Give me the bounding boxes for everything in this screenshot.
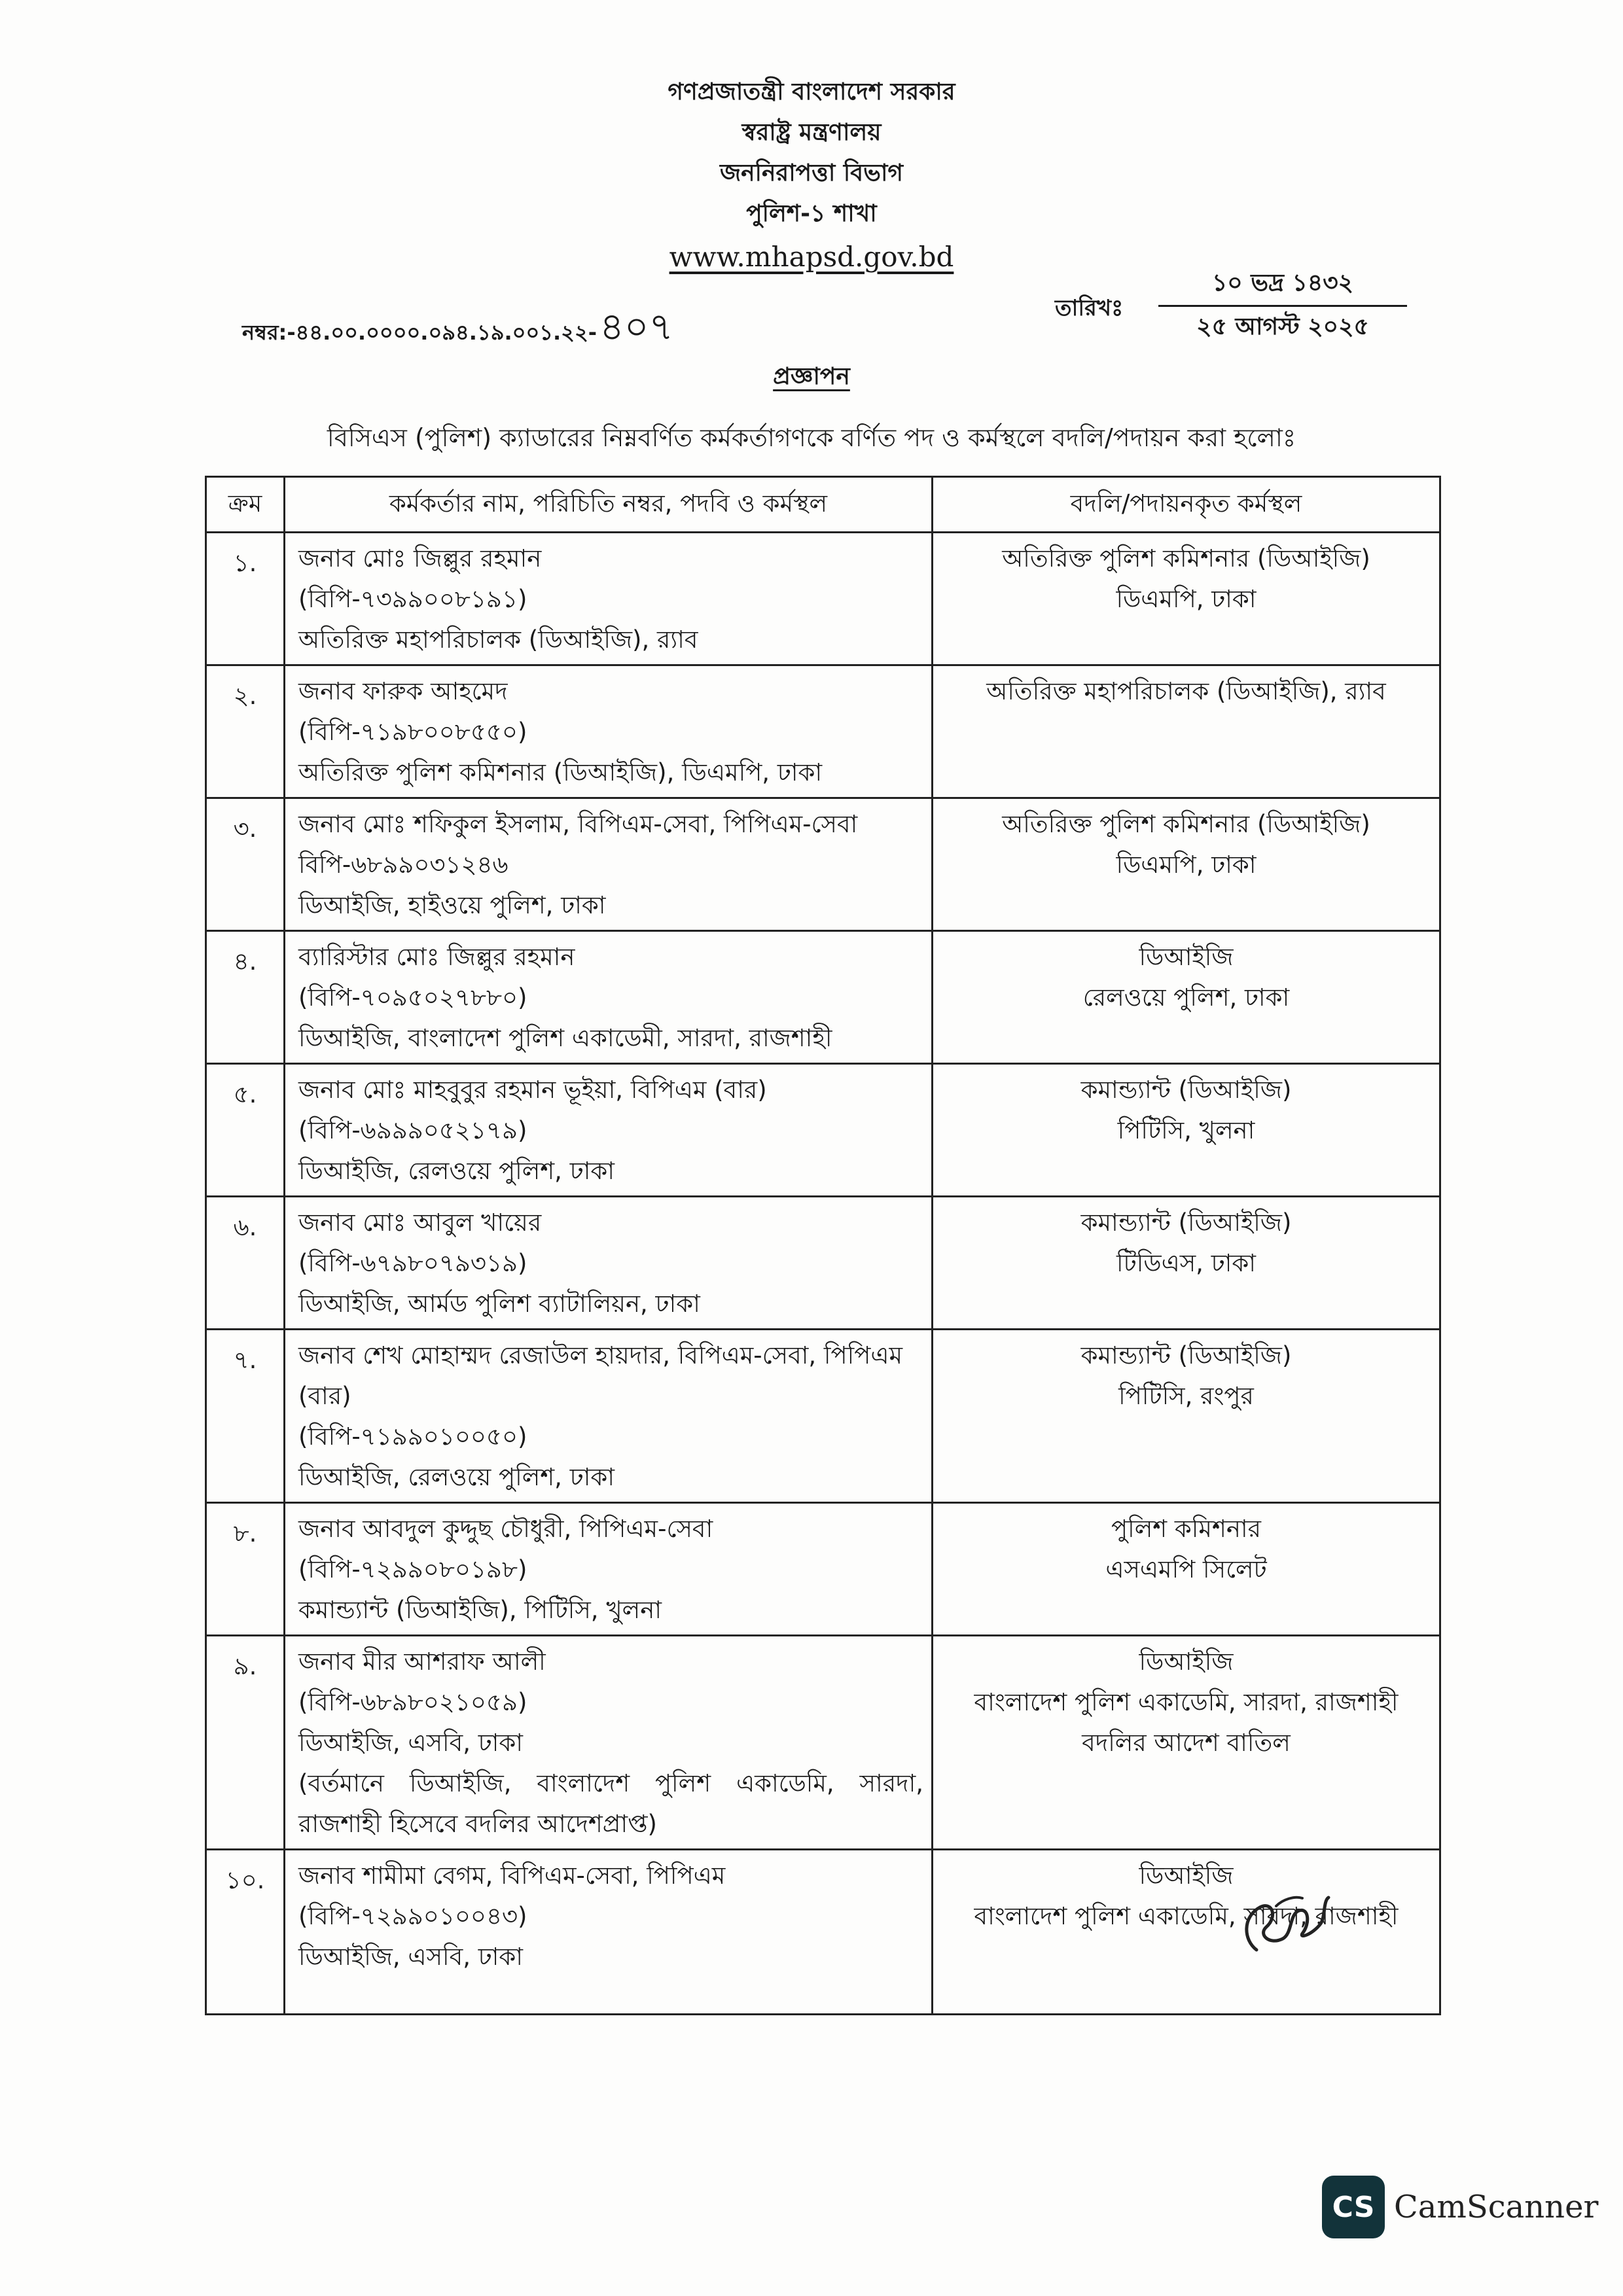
officer-current-post: অতিরিক্ত মহাপরিচালক (ডিআইজি), র‍্যাব <box>298 626 698 654</box>
posting-line: অতিরিক্ত পুলিশ কমিশনার (ডিআইজি) <box>1002 810 1370 838</box>
posting-cell <box>933 931 1440 1064</box>
officer-name: জনাব শেখ মোহাম্মদ রেজাউল হায়দার, বিপিএম-সেবা, পিপিএম (বার) <box>298 1341 903 1410</box>
table-row <box>206 1636 1440 1850</box>
serial-cell: ৯. <box>206 1636 285 1850</box>
transfer-table <box>205 476 1441 2015</box>
officer-cell <box>285 798 933 931</box>
officer-cell <box>285 931 933 1064</box>
memo-number-text: নম্বর:-৪৪.০০.০০০০.০৯৪.১৯.০০১.২২- <box>242 320 597 345</box>
posting-line: কমান্ড্যান্ট (ডিআইজি) <box>1080 1076 1292 1104</box>
posting-line: পিটিসি, রংপুর <box>1118 1382 1254 1410</box>
posting-line: ডিএমপি, ঢাকা <box>1116 851 1257 879</box>
branch-name: পুলিশ-১ শাখা <box>746 200 877 227</box>
officer-id: (বিপি-৭৩৯৯০০৮১৯১) <box>298 585 527 613</box>
officer-cell <box>285 1636 933 1850</box>
camscanner-watermark <box>1322 2176 1598 2238</box>
officer-name: জনাব মোঃ শফিকুল ইসলাম, বিপিএম-সেবা, পিপিএম-সেবা <box>298 810 858 838</box>
table-row <box>206 798 1440 931</box>
officer-cell <box>285 1330 933 1503</box>
officer-cell <box>285 1850 933 2015</box>
camscanner-brand: CamScanner <box>1394 2189 1599 2225</box>
table-row <box>206 931 1440 1064</box>
serial-cell: ৬. <box>206 1197 285 1330</box>
letterhead <box>0 72 1623 280</box>
posting-line: ডিআইজি <box>1139 1862 1234 1890</box>
camscanner-logo-icon: CS <box>1322 2176 1385 2238</box>
intro-text: বিসিএস (পুলিশ) ক্যাডারের নিম্নবর্ণিত কর্মকর্তাগণকে বর্ণিত পদ ও কর্মস্থলে বদলি/পদায়ন করা হলোঃ <box>327 423 1296 452</box>
government-name: গণপ্রজাতন্ত্রী বাংলাদেশ সরকার <box>668 79 955 105</box>
header-serial: ক্রম <box>206 477 285 533</box>
table-row <box>206 533 1440 665</box>
posting-line: রেলওয়ে পুলিশ, ঢাকা <box>1082 983 1290 1012</box>
ministry-name: স্বরাষ্ট্র মন্ত্রণালয় <box>741 119 882 146</box>
officer-id: (বিপি-৭১৯৯০১০০৫০) <box>298 1422 527 1451</box>
officer-cell <box>285 665 933 798</box>
posting-line: ডিআইজি <box>1139 1648 1234 1676</box>
officer-current-post: ডিআইজি, হাইওয়ে পুলিশ, ঢাকা <box>298 891 606 919</box>
posting-cell <box>933 1636 1440 1850</box>
table-row <box>206 1197 1440 1330</box>
posting-line: বাংলাদেশ পুলিশ একাডেমি, সারদা, রাজশাহী <box>974 1688 1399 1716</box>
posting-cell <box>933 1064 1440 1197</box>
officer-name: ব্যারিস্টার মোঃ জিল্লুর রহমান <box>298 943 575 971</box>
officer-id: (বিপি-৭১৯৮০০৮৫৫০) <box>298 718 527 746</box>
serial-cell: ৫. <box>206 1064 285 1197</box>
document-title-text: প্রজ্ঞাপন <box>773 363 850 390</box>
officer-name: জনাব মোঃ জিল্লুর রহমান <box>298 544 542 573</box>
officer-name: জনাব শামীমা বেগম, বিপিএম-সেবা, পিপিএম <box>298 1862 726 1890</box>
date-label: তারিখঃ <box>1055 295 1124 321</box>
posting-line: এসএমপি সিলেট <box>1105 1555 1267 1583</box>
serial-cell: ২. <box>206 665 285 798</box>
officer-name: জনাব মীর আশরাফ আলী <box>298 1648 546 1676</box>
officer-current-post: ডিআইজি, এসবি, ঢাকা <box>298 1943 523 1971</box>
officer-cell <box>285 1503 933 1636</box>
posting-cell <box>933 1197 1440 1330</box>
date-block <box>1158 267 1407 345</box>
officer-name: জনাব মোঃ মাহবুবুর রহমান ভূইয়া, বিপিএম (বার) <box>298 1076 767 1104</box>
serial-cell: ৭. <box>206 1330 285 1503</box>
officer-name: জনাব মোঃ আবুল খায়ের <box>298 1209 542 1237</box>
table-header-row <box>206 477 1440 533</box>
posting-cancel-note: বদলির আদেশ বাতিল <box>1082 1729 1291 1757</box>
posting-line: পুলিশ কমিশনার <box>1111 1515 1261 1543</box>
officer-id: (বিপি-৭২৯৯০৮০১৯৮) <box>298 1555 527 1583</box>
memo-number <box>242 298 673 361</box>
serial-cell: ১. <box>206 533 285 665</box>
posting-line: বাংলাদেশ পুলিশ একাডেমি, সারদা, রাজশাহী <box>974 1902 1399 1930</box>
header-officer: কর্মকর্তার নাম, পরিচিতি নম্বর, পদবি ও কর্মস্থল <box>285 477 933 533</box>
officer-id: (বিপি-৭০৯৫০২৭৮৮০) <box>298 983 527 1012</box>
serial-cell: ৮. <box>206 1503 285 1636</box>
officer-id: (বিপি-৬৭৯৮০৭৯৩১৯) <box>298 1249 527 1277</box>
posting-line: কমান্ড্যান্ট (ডিআইজি) <box>1080 1341 1292 1369</box>
posting-cell <box>933 533 1440 665</box>
posting-line: অতিরিক্ত মহাপরিচালক (ডিআইজি), র‍্যাব <box>986 677 1386 705</box>
document-title <box>0 359 1623 398</box>
officer-cell <box>285 1197 933 1330</box>
officer-id: (বিপি-৭২৯৯০১০০৪৩) <box>298 1902 527 1930</box>
posting-line: ডিআইজি <box>1139 943 1234 971</box>
division-name: জননিরাপত্তা বিভাগ <box>719 160 904 186</box>
officer-cell <box>285 1064 933 1197</box>
officer-current-post: ডিআইজি, বাংলাদেশ পুলিশ একাডেমী, সারদা, রাজশাহী <box>298 1024 832 1052</box>
posting-line: ডিএমপি, ঢাকা <box>1116 585 1257 613</box>
header-posting: বদলি/পদায়নকৃত কর্মস্থল <box>933 477 1440 533</box>
officer-current-post: ডিআইজি, রেলওয়ে পুলিশ, ঢাকা <box>298 1157 615 1185</box>
serial-cell: ১০. <box>206 1850 285 2015</box>
officer-cell <box>285 533 933 665</box>
date-bangla: ১০ ভদ্র ১৪৩২ <box>1158 267 1407 307</box>
date-gregorian: ২৫ আগস্ট ২০২৫ <box>1196 313 1369 340</box>
posting-cell <box>933 1503 1440 1636</box>
memo-number-handwritten: ৪০৭ <box>599 304 674 349</box>
posting-line: টিডিএস, ঢাকা <box>1116 1249 1256 1277</box>
officer-current-post: কমান্ড্যান্ট (ডিআইজি), পিটিসি, খুলনা <box>298 1596 662 1624</box>
signature <box>1237 1888 1335 1966</box>
officer-name: জনাব আবদুল কুদ্দুছ চৌধুরী, পিপিএম-সেবা <box>298 1515 713 1543</box>
officer-current-post: ডিআইজি, আর্মড পুলিশ ব্যাটালিয়ন, ঢাকা <box>298 1290 700 1318</box>
officer-id: (বিপি-৬৯৯৯০৫২১৭৯) <box>298 1116 527 1144</box>
table-row <box>206 1064 1440 1197</box>
posting-cell <box>933 798 1440 931</box>
posting-line: পিটিসি, খুলনা <box>1117 1116 1255 1144</box>
serial-cell: ৪. <box>206 931 285 1064</box>
table-row <box>206 1503 1440 1636</box>
table-row <box>206 1330 1440 1503</box>
officer-name: জনাব ফারুক আহমেদ <box>298 677 508 705</box>
officer-current-post: অতিরিক্ত পুলিশ কমিশনার (ডিআইজি), ডিএমপি, ঢাকা <box>298 758 823 786</box>
officer-id: বিপি-৬৮৯৯০৩১২৪৬ <box>298 851 508 879</box>
posting-cell <box>933 1850 1440 2015</box>
officer-note: (বর্তমানে ডিআইজি, বাংলাদেশ পুলিশ একাডেমি, সারদা, রাজশাহী হিসেবে বদলির আদেশপ্রাপ্ত) <box>298 1769 923 1838</box>
officer-current-post: ডিআইজি, এসবি, ঢাকা <box>298 1729 523 1757</box>
officer-id: (বিপি-৬৮৯৮০২১০৫৯) <box>298 1688 527 1716</box>
serial-cell: ৩. <box>206 798 285 931</box>
website-link[interactable]: www.mhapsd.gov.bd <box>669 241 954 273</box>
posting-cell <box>933 1330 1440 1503</box>
table-row <box>206 665 1440 798</box>
officer-current-post: ডিআইজি, রেলওয়ে পুলিশ, ঢাকা <box>298 1463 615 1491</box>
posting-line: অতিরিক্ত পুলিশ কমিশনার (ডিআইজি) <box>1002 544 1370 573</box>
posting-cell <box>933 665 1440 798</box>
posting-line: কমান্ড্যান্ট (ডিআইজি) <box>1080 1209 1292 1237</box>
